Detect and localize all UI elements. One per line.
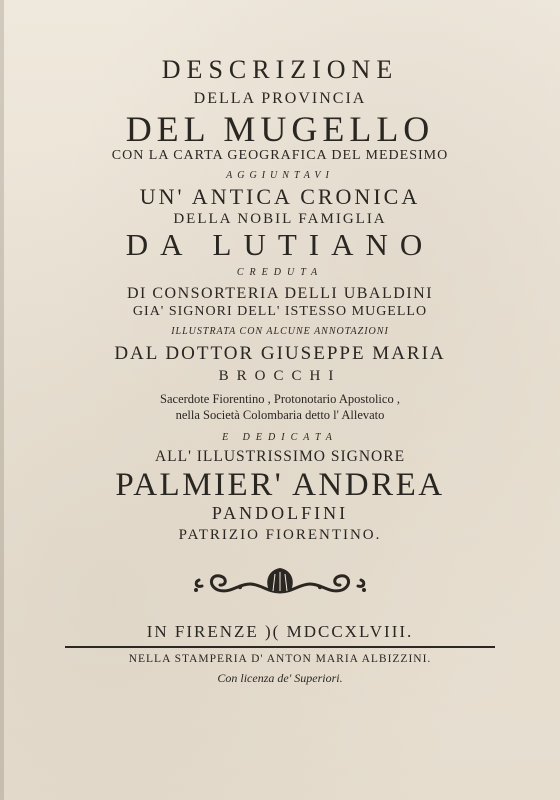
title-word-descrizione: DESCRIZIONE xyxy=(161,55,399,84)
imprint-place-date: IN FIRENZE )( MDCCXLVIII. xyxy=(146,622,414,641)
dedication-label: E DEDICATA xyxy=(222,432,338,443)
printer-line: NELLA STAMPERIA D' ANTON MARIA ALBIZZINI. xyxy=(128,653,432,665)
dedicatee-title: PATRIZIO FIORENTINO. xyxy=(178,527,382,543)
dedicatee-name: PALMIER' ANDREA xyxy=(115,467,445,503)
subtitle-signori: GIA' SIGNORI DELL' ISTESSO MUGELLO xyxy=(132,304,428,319)
license-line: Con licenza de' Superiori. xyxy=(217,671,343,685)
title-del-mugello: DEL MUGELLO xyxy=(125,109,435,149)
author-surname: BROCCHI xyxy=(218,368,342,384)
title-della-provincia: DELLA PROVINCIA xyxy=(193,90,367,107)
subtitle-illustrata: ILLUSTRATA CON ALCUNE ANNOTAZIONI xyxy=(171,326,389,337)
subtitle-carta-geografica: CON LA CARTA GEOGRAFICA DEL MEDESIMO xyxy=(111,148,449,163)
imprint-divider xyxy=(65,646,495,648)
author-line: DAL DOTTOR GIUSEPPE MARIA xyxy=(114,343,446,364)
subtitle-antica-cronica: UN' ANTICA CRONICA xyxy=(139,184,421,209)
author-title-2: nella Società Colombaria detto l' Allevato xyxy=(175,408,385,422)
scroll-shell-ornament-icon xyxy=(190,566,370,600)
subtitle-nobil-famiglia: DELLA NOBIL FAMIGLIA xyxy=(173,211,387,227)
family-name: DA LUTIANO xyxy=(125,227,435,262)
dedicatee-surname: PANDOLFINI xyxy=(211,503,349,523)
subtitle-consorteria: DI CONSORTERIA DELLI UBALDINI xyxy=(126,285,434,302)
dedication-line: ALL' ILLUSTRISSIMO SIGNORE xyxy=(154,448,406,465)
subtitle-creduta: CREDUTA xyxy=(236,267,324,278)
author-title-1: Sacerdote Fiorentino , Protonotario Apostolico , xyxy=(160,392,400,406)
subtitle-aggiuntavi: AGGIUNTAVI xyxy=(226,170,334,181)
